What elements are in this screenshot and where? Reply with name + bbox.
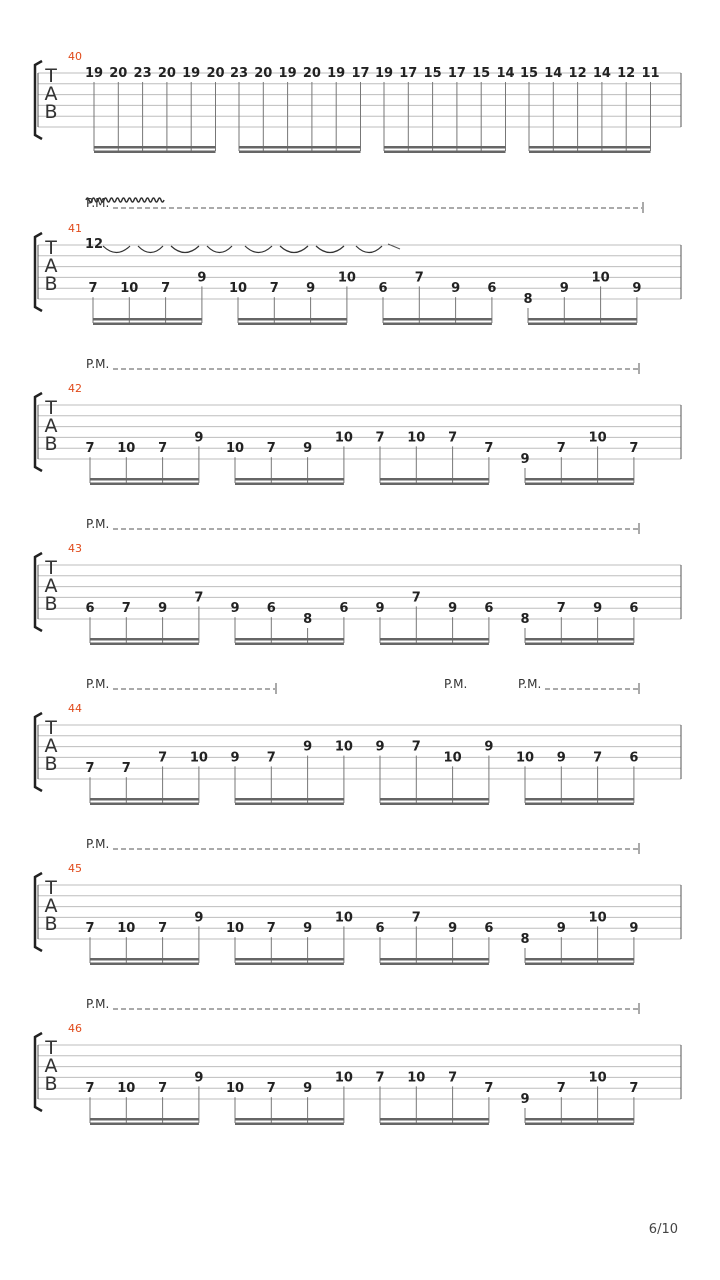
fret-number: 15	[472, 66, 491, 81]
fret-number: 10	[407, 1070, 426, 1086]
fret-number: 7	[85, 921, 95, 937]
beam-secondary	[529, 151, 651, 154]
fret-number: 7	[161, 281, 171, 297]
beam-secondary	[239, 151, 361, 154]
beam-secondary	[90, 483, 199, 486]
fret-number: 10	[334, 910, 353, 926]
fret-number: 9	[194, 910, 204, 926]
beam-secondary	[90, 643, 199, 646]
fret-number: 10	[225, 921, 245, 937]
beam-primary	[90, 958, 199, 961]
fret-number: 23	[229, 66, 249, 81]
beam-secondary	[383, 323, 492, 326]
fret-number: 9	[520, 452, 530, 467]
measure-number: 41	[68, 222, 82, 235]
beam-primary	[525, 958, 634, 961]
palm-mute-label: P.M.	[86, 837, 110, 851]
fret-number: 9	[303, 441, 313, 457]
fret-number: 17	[351, 66, 370, 81]
fret-number: 7	[88, 281, 98, 297]
fret-number: 7	[411, 739, 421, 755]
beam-primary	[525, 638, 634, 641]
fret-number: 9	[632, 281, 642, 297]
beam-secondary	[90, 963, 199, 966]
beam-secondary	[235, 483, 344, 486]
fret-number: 14	[544, 66, 563, 81]
tie-arc	[138, 246, 163, 253]
fret-number: 6	[339, 601, 349, 617]
palm-mute-label: P.M.	[518, 677, 542, 691]
measure-number: 44	[68, 702, 82, 715]
palm-mute-label: P.M.	[86, 196, 110, 210]
tie-arc	[280, 246, 308, 253]
beam-secondary	[380, 1123, 489, 1126]
fret-number: 6	[487, 281, 497, 297]
fret-number: 7	[194, 590, 204, 606]
tab-clef-letter: A	[44, 415, 58, 437]
fret-number: 6	[85, 601, 95, 617]
fret-number: 9	[593, 601, 603, 617]
fret-number: 19	[84, 66, 104, 81]
fret-number: 20	[206, 66, 225, 81]
tab-clef-letter: T	[45, 237, 57, 259]
fret-number: 15	[519, 66, 539, 81]
fret-number: 6	[629, 601, 639, 617]
tab-system-44	[35, 677, 681, 805]
beam-primary	[94, 146, 216, 149]
fret-number: 7	[414, 270, 424, 286]
fret-number: 10	[228, 281, 248, 297]
tab-clef-letter: B	[44, 101, 58, 123]
fret-number: 10	[225, 1081, 245, 1097]
fret-number: 9	[194, 430, 204, 446]
fret-number: 8	[303, 612, 313, 627]
beam-secondary	[380, 803, 489, 806]
fret-number: 19	[374, 66, 394, 81]
beam-primary	[525, 1118, 634, 1121]
fret-number: 23	[133, 66, 152, 81]
fret-number: 9	[303, 739, 313, 755]
fret-number: 17	[447, 66, 466, 81]
beam-primary	[235, 798, 344, 801]
tie-arc	[356, 246, 382, 253]
tab-clef-letter: A	[44, 83, 58, 105]
beam-primary	[238, 318, 347, 321]
tab-clef-letter: T	[45, 877, 57, 899]
fret-number: 10	[334, 1070, 353, 1086]
fret-number: 7	[158, 1081, 168, 1097]
beam-primary	[93, 318, 202, 321]
measure-number: 40	[68, 50, 82, 63]
beam-secondary	[90, 803, 199, 806]
fret-number: 10	[120, 281, 139, 297]
beam-secondary	[235, 1123, 344, 1126]
beam-primary	[235, 1118, 344, 1121]
tab-clef-letter: B	[44, 433, 58, 455]
fret-number: 10	[117, 441, 136, 457]
fret-number: 7	[484, 441, 494, 457]
tab-clef-letter: A	[44, 575, 58, 597]
fret-number: 12	[617, 66, 636, 81]
beam-primary	[90, 1118, 199, 1121]
fret-number: 10	[334, 430, 353, 446]
beam-secondary	[235, 963, 344, 966]
fret-number: 17	[399, 66, 418, 81]
fret-number: 9	[194, 1070, 204, 1086]
sustained-note: 12	[84, 237, 104, 252]
tab-clef-letter: B	[44, 1073, 58, 1095]
beam-primary	[90, 478, 199, 481]
fret-number: 9	[230, 750, 240, 766]
fret-number: 20	[254, 66, 273, 81]
tab-clef-letter: T	[45, 717, 57, 739]
beam-primary	[235, 638, 344, 641]
fret-number: 9	[448, 921, 458, 937]
beam-primary	[528, 318, 637, 321]
beam-secondary	[525, 803, 634, 806]
beam-primary	[239, 146, 361, 149]
beam-secondary	[93, 323, 202, 326]
beam-secondary	[235, 643, 344, 646]
fret-number: 14	[592, 66, 611, 81]
beam-secondary	[525, 483, 634, 486]
tie-arc	[316, 246, 344, 253]
fret-number: 6	[484, 921, 494, 937]
beam-primary	[90, 798, 199, 801]
fret-number: 9	[556, 921, 566, 937]
fret-number: 19	[327, 66, 346, 81]
tab-clef-letter: T	[45, 1037, 57, 1059]
tab-system-43	[35, 517, 681, 645]
tab-clef-letter: A	[44, 735, 58, 757]
fret-number: 9	[559, 281, 569, 297]
fret-number: 7	[85, 761, 95, 777]
beam-primary	[380, 958, 489, 961]
fret-number: 15	[423, 66, 442, 81]
tab-system-45	[35, 837, 681, 965]
fret-number: 7	[556, 601, 566, 617]
fret-number: 6	[484, 601, 494, 617]
palm-mute-label: P.M.	[86, 517, 110, 531]
tab-clef-letter: T	[45, 397, 57, 419]
measure-number: 42	[68, 382, 82, 395]
fret-number: 7	[266, 750, 276, 766]
beam-secondary	[528, 323, 637, 326]
tab-clef-letter: A	[44, 895, 58, 917]
fret-number: 7	[158, 441, 168, 457]
fret-number: 11	[641, 66, 660, 81]
fret-number: 7	[269, 281, 279, 297]
fret-number: 20	[157, 66, 176, 81]
tab-clef-letter: A	[44, 1055, 58, 1077]
fret-number: 9	[520, 1092, 530, 1107]
fret-number: 6	[378, 281, 388, 297]
fret-number: 9	[230, 601, 240, 617]
fret-number: 7	[448, 430, 458, 446]
fret-number: 10	[443, 750, 462, 766]
fret-number: 10	[515, 750, 535, 766]
fret-number: 10	[225, 441, 245, 457]
tab-clef-letter: B	[44, 593, 58, 615]
tab-clef-letter: B	[44, 913, 58, 935]
tab-system-40	[35, 50, 681, 153]
fret-number: 10	[334, 739, 353, 755]
fret-number: 9	[303, 921, 313, 937]
fret-number: 6	[266, 601, 276, 617]
fret-number: 7	[411, 590, 421, 606]
fret-number: 10	[588, 910, 607, 926]
fret-number: 10	[117, 921, 136, 937]
fret-number: 7	[556, 441, 566, 457]
tie-arc	[207, 246, 232, 253]
beam-secondary	[525, 963, 634, 966]
palm-mute-label: P.M.	[86, 997, 110, 1011]
fret-number: 20	[302, 66, 321, 81]
fret-number: 9	[375, 601, 385, 617]
tab-clef-letter: B	[44, 753, 58, 775]
fret-number: 14	[496, 66, 515, 81]
beam-primary	[235, 478, 344, 481]
fret-number: 6	[629, 750, 639, 766]
fret-number: 7	[266, 921, 276, 937]
fret-number: 10	[588, 430, 607, 446]
fret-number: 7	[448, 1070, 458, 1086]
tab-clef-letter: T	[45, 65, 57, 87]
fret-number: 7	[121, 601, 131, 617]
beam-secondary	[238, 323, 347, 326]
tab-clef-letter: T	[45, 557, 57, 579]
fret-number: 7	[85, 1081, 95, 1097]
fret-number: 7	[375, 430, 385, 446]
fret-number: 9	[197, 270, 207, 286]
fret-number: 9	[629, 921, 639, 937]
beam-primary	[380, 638, 489, 641]
beam-primary	[235, 958, 344, 961]
measure-number: 45	[68, 862, 82, 875]
fret-number: 7	[593, 750, 603, 766]
fret-number: 7	[556, 1081, 566, 1097]
fret-number: 20	[109, 66, 128, 81]
fret-number: 8	[523, 292, 533, 307]
measure-number: 46	[68, 1022, 82, 1035]
tab-system-46	[35, 997, 681, 1125]
fret-number: 10	[407, 430, 426, 446]
tab-system-42	[35, 357, 681, 485]
tab-clef-letter: A	[44, 255, 58, 277]
beam-primary	[529, 146, 651, 149]
fret-number: 7	[629, 441, 639, 457]
fret-number: 10	[591, 270, 610, 286]
beam-primary	[380, 1118, 489, 1121]
fret-number: 10	[588, 1070, 607, 1086]
fret-number: 9	[451, 281, 461, 297]
fret-number: 7	[158, 921, 168, 937]
fret-number: 7	[629, 1081, 639, 1097]
fret-number: 7	[266, 1081, 276, 1097]
fret-number: 19	[278, 66, 297, 81]
fret-number: 12	[568, 66, 587, 81]
tie-arc	[171, 246, 199, 253]
beam-primary	[525, 798, 634, 801]
page-number: 6/10	[648, 1222, 678, 1237]
fret-number: 10	[189, 750, 208, 766]
tab-system-41	[35, 196, 681, 325]
fret-number: 7	[266, 441, 276, 457]
beam-primary	[380, 478, 489, 481]
beam-primary	[90, 638, 199, 641]
beam-secondary	[384, 151, 506, 154]
beam-secondary	[90, 1123, 199, 1126]
fret-number: 9	[375, 739, 385, 755]
fret-number: 10	[337, 270, 356, 286]
palm-mute-label: P.M.	[86, 357, 110, 371]
fret-number: 7	[411, 910, 421, 926]
beam-secondary	[380, 483, 489, 486]
beam-primary	[384, 146, 506, 149]
tie-arc	[103, 246, 130, 253]
beam-secondary	[235, 803, 344, 806]
fret-number: 9	[556, 750, 566, 766]
measure-number: 43	[68, 542, 82, 555]
fret-number: 8	[520, 612, 530, 627]
beam-primary	[525, 478, 634, 481]
beam-primary	[380, 798, 489, 801]
beam-secondary	[380, 643, 489, 646]
beam-secondary	[380, 963, 489, 966]
fret-number: 9	[306, 281, 316, 297]
beam-secondary	[525, 1123, 634, 1126]
beam-secondary	[525, 643, 634, 646]
tab-clef-letter: B	[44, 273, 58, 295]
fret-number: 7	[484, 1081, 494, 1097]
fret-number: 7	[85, 441, 95, 457]
fret-number: 8	[520, 932, 530, 947]
fret-number: 7	[121, 761, 131, 777]
fret-number: 19	[182, 66, 201, 81]
fret-number: 6	[375, 921, 385, 937]
fret-number: 9	[303, 1081, 313, 1097]
fret-number: 10	[117, 1081, 136, 1097]
tie-arc	[245, 246, 272, 253]
beam-primary	[383, 318, 492, 321]
fret-number: 9	[484, 739, 494, 755]
palm-mute-label: P.M.	[444, 677, 468, 691]
fret-number: 9	[158, 601, 168, 617]
palm-mute-label: P.M.	[86, 677, 110, 691]
fret-number: 7	[158, 750, 168, 766]
fret-number: 9	[448, 601, 458, 617]
fret-number: 7	[375, 1070, 385, 1086]
beam-secondary	[94, 151, 216, 154]
